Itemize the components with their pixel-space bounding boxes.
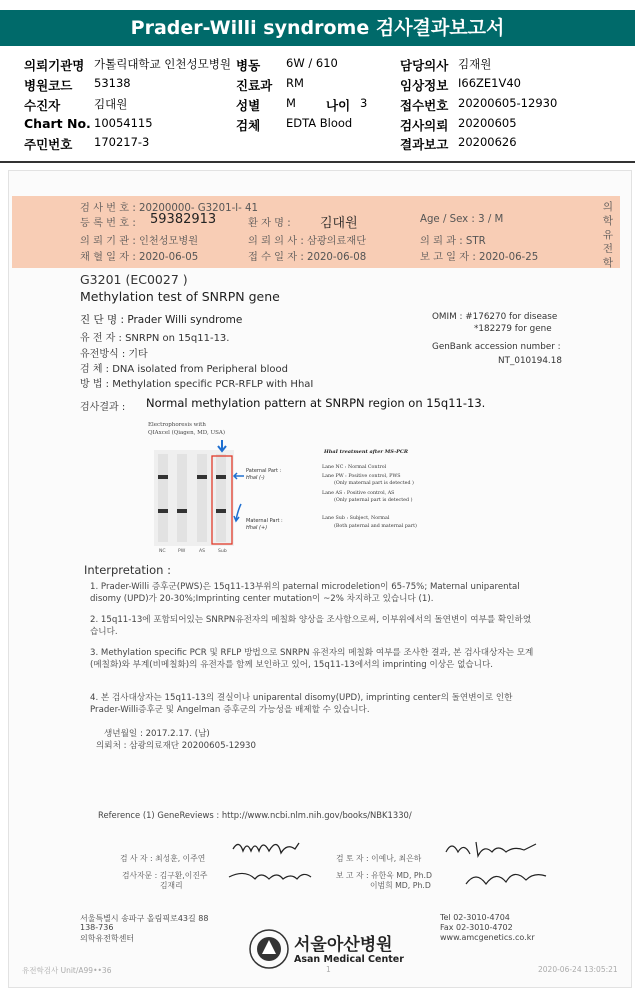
address-line-2: 138-736 bbox=[80, 923, 114, 932]
request-dept: 의 뢰 과 : STR bbox=[420, 236, 486, 247]
code-label: 병원코드 bbox=[24, 78, 73, 93]
interpretation-heading: Interpretation : bbox=[84, 563, 171, 577]
test-number: 검 사 번 호 : 20200000- G3201-l- 41 bbox=[80, 203, 258, 214]
band-nc-maternal bbox=[158, 509, 168, 513]
ward-value: 6W / 610 bbox=[286, 56, 338, 70]
omim-gene: *182279 for gene bbox=[474, 324, 552, 334]
legend-sub-note: (Both paternal and maternal part) bbox=[334, 524, 417, 529]
receipt-date: 접 수 일 자 : 2020-06-08 bbox=[248, 252, 367, 263]
genbank-value: NT_010194.18 bbox=[498, 356, 562, 366]
method: 방 법 : Methylation specific PCR-RFLP with HhaI bbox=[80, 379, 314, 390]
address-line-3: 의학유전학센터 bbox=[80, 934, 135, 943]
report-date: 보 고 일 자 : 2020-06-25 bbox=[420, 252, 539, 263]
reporter: 보 고 자 : 유한욱 MD, Ph.D bbox=[336, 871, 433, 880]
specimen: 검 체 : DNA isolated from Peripheral blood bbox=[80, 364, 288, 375]
receipt-label: 접수번호 bbox=[400, 98, 449, 113]
age-sex: Age / Sex : 3 / M bbox=[420, 214, 504, 225]
legend-nc: Lane NC : Normal Control bbox=[322, 465, 387, 470]
attending-label: 담당의사 bbox=[400, 58, 449, 73]
address-line-1: 서울특별시 송파구 올림픽로43길 88 bbox=[80, 914, 209, 923]
age-value: 3 bbox=[360, 96, 368, 110]
interpretation-paragraph-2: 2. 15q11-13에 포함되어있는 SNRPN유전자의 메칠화 양상을 조사함으로써, 이부위에서의 돌연변이 여부를 확인하였습니다. bbox=[90, 615, 532, 638]
examinee-label: 수진자 bbox=[24, 98, 61, 113]
legend-as-note: (Only paternal part is detected ) bbox=[334, 498, 413, 503]
clinical-value: I66ZE1V40 bbox=[458, 76, 521, 90]
reference: Reference (1) GeneReviews : http://www.ncbi.nlm.nih.gov/books/NBK1330/ bbox=[98, 810, 412, 820]
down-arrow-icon bbox=[218, 440, 226, 451]
receipt-value: 20200605-12930 bbox=[458, 96, 558, 110]
lane-label-pw: PW bbox=[178, 549, 186, 554]
result-value: Normal methylation pattern at SNRPN region on 15q11-13. bbox=[146, 396, 486, 410]
maternal-hhai: HhaI (+) bbox=[246, 525, 268, 531]
reporter-2: 이범희 MD, Ph.D bbox=[370, 881, 431, 890]
specimen-value: EDTA Blood bbox=[286, 116, 353, 130]
examiner-signature bbox=[225, 835, 335, 891]
legend-sub: Lane Sub : Subject, Normal bbox=[322, 516, 390, 521]
paternal-hhai: HhaI (-) bbox=[246, 475, 265, 481]
result-label: 검사결과 : bbox=[80, 402, 126, 413]
hospital-value: 가톨릭대학교 인천성모병원 bbox=[94, 57, 231, 71]
lane-label-nc: NC bbox=[159, 549, 166, 554]
hospital-name-korean: 서울아산병원 bbox=[294, 935, 393, 955]
paternal-arrow-icon bbox=[234, 473, 244, 479]
test-name: Methylation test of SNRPN gene bbox=[80, 289, 280, 304]
maternal-label: Maternal Part : bbox=[246, 518, 283, 524]
verifier: 검 토 자 : 이예나, 최은하 bbox=[336, 854, 422, 863]
interpretation-paragraph-3: 3. Methylation specific PCR 및 RFLP 방법으로 SNRPN 유전자의 메칠화 여부를 조사한 결과, 본 검사대상자는 모계(메칠화)와 부계(비메칠화)의 유전자를 함께 보인하고 있어, 15q11-13에서의 imprinting 이상은 없습니다. bbox=[90, 648, 534, 671]
examinee-value: 김대원 bbox=[94, 97, 128, 111]
band-pw-maternal bbox=[177, 509, 187, 513]
hospital-label: 의뢰기관명 bbox=[24, 58, 85, 73]
clinical-label: 임상정보 bbox=[400, 78, 449, 93]
genbank-label: GenBank accession number : bbox=[432, 342, 561, 352]
gene: 유 전 자 : SNRPN on 15q11-13. bbox=[80, 333, 230, 344]
electro-caption-1: Electrophoresis with bbox=[148, 422, 206, 428]
age-label: 나이 bbox=[326, 98, 351, 113]
print-timestamp: 2020-06-24 13:05:21 bbox=[538, 965, 618, 974]
patient-name-value: 김대원 bbox=[320, 216, 358, 231]
interpretation-paragraph-4: 4. 본 검사대상자는 15q11-13의 결실이나 uniparental disomy(UPD), imprinting center의 돌연변이로 인한 Prader-Willi증후군 및 Angelman 증후군의 가능성을 배제할 수 있습니다. bbox=[90, 693, 513, 716]
hospital-name-english: Asan Medical Center bbox=[294, 954, 404, 965]
rrn-value: 170217-3 bbox=[94, 135, 150, 149]
band-sub-paternal bbox=[216, 475, 226, 479]
requester: 의뢰처 : 삼광의료재단 20200605-12930 bbox=[96, 741, 256, 751]
legend-pw: Lane PW : Positive control, PWS bbox=[322, 474, 401, 479]
unit-note: 유전학검사 Unit/A99••36 bbox=[22, 966, 112, 975]
legend-as: Lane AS : Positive control, AS bbox=[322, 491, 395, 496]
specimen-label: 검체 bbox=[236, 118, 261, 133]
paternal-label: Paternal Part : bbox=[246, 468, 282, 474]
electrophoresis-figure bbox=[148, 420, 438, 560]
reporter-signature bbox=[436, 832, 556, 902]
phone: Tel 02-3010-4704 bbox=[440, 913, 510, 922]
fax: Fax 02-3010-4702 bbox=[440, 923, 513, 932]
department-vertical-label: 의학유전학 bbox=[602, 201, 614, 269]
report-date-value: 20200626 bbox=[458, 135, 517, 149]
chart-value: 10054115 bbox=[94, 116, 153, 130]
website: www.amcgenetics.co.kr bbox=[440, 933, 535, 942]
band-as-paternal bbox=[197, 475, 207, 479]
request-value: 20200605 bbox=[458, 116, 517, 130]
test-code: G3201 (EC0027 ) bbox=[80, 272, 188, 287]
asan-seal-icon bbox=[248, 928, 290, 970]
omim-disease: OMIM : #176270 for disease bbox=[432, 312, 558, 322]
diagnosis: 진 단 명 : Prader Willi syndrome bbox=[80, 314, 243, 326]
sex-value: M bbox=[286, 96, 296, 110]
maternal-arrow-icon bbox=[234, 504, 241, 521]
lane-label-sub: Sub bbox=[218, 549, 227, 554]
hospital-logo bbox=[248, 928, 408, 970]
page-number: 1 bbox=[326, 965, 331, 974]
patient-info-band bbox=[12, 196, 620, 268]
electro-caption-2: QIAxcel (Qiagen, MD, USA) bbox=[148, 430, 225, 436]
code-value: 53138 bbox=[94, 76, 131, 90]
chart-label: Chart No. bbox=[24, 116, 91, 131]
dept-label: 진료과 bbox=[236, 78, 273, 93]
rrn-label: 주민번호 bbox=[24, 137, 73, 152]
report-date-label: 결과보고 bbox=[400, 137, 449, 152]
request-label: 검사의뢰 bbox=[400, 118, 449, 133]
legend-pw-note: (Only maternal part is detected ) bbox=[334, 481, 414, 486]
request-institution: 의 뢰 기 관 : 인천성모병원 bbox=[80, 236, 199, 247]
interpretation-paragraph-1: 1. Prader-Willi 증후군(PWS)은 15q11-13부위의 paternal microdeletion이 65-75%; Maternal uniparental disomy (UPD)가 20-30%;Imprinting center mutation이 ~2% 차지하고 있습니다 (1). bbox=[90, 582, 520, 605]
attending-value: 김재원 bbox=[458, 57, 492, 71]
report-header bbox=[0, 52, 635, 152]
examiner: 검 사 자 : 최성훈, 이주연 bbox=[120, 854, 206, 863]
band-nc-paternal bbox=[158, 475, 168, 479]
sex-label: 성별 bbox=[236, 98, 261, 113]
dept-value: RM bbox=[286, 76, 304, 90]
advisor: 검사자문 : 김구환,이진주 bbox=[122, 871, 208, 880]
collection-date: 채 혈 일 자 : 2020-06-05 bbox=[80, 252, 199, 263]
reg-no-value: 59382913 bbox=[150, 212, 217, 227]
gel-image bbox=[148, 420, 438, 560]
lane-label-as: AS bbox=[199, 549, 206, 554]
ward-label: 병동 bbox=[236, 58, 261, 73]
report-title: Prader-Willi syndrome 검사결과보고서 bbox=[0, 10, 635, 46]
request-doctor: 의 뢰 의 사 : 삼광의료재단 bbox=[248, 236, 367, 247]
advisor-2: 김재리 bbox=[160, 881, 183, 890]
band-sub-maternal bbox=[216, 509, 226, 513]
inheritance: 유전방식 : 기타 bbox=[80, 349, 148, 360]
reg-no-label: 등 록 번 호 : bbox=[80, 218, 136, 229]
legend-title: HhaI treatment after MS-PCR bbox=[324, 449, 409, 455]
date-of-birth: 생년월일 : 2017.2.17. (남) bbox=[104, 729, 210, 739]
patient-name-label: 환 자 명 : bbox=[248, 218, 291, 229]
header-divider bbox=[0, 161, 635, 163]
